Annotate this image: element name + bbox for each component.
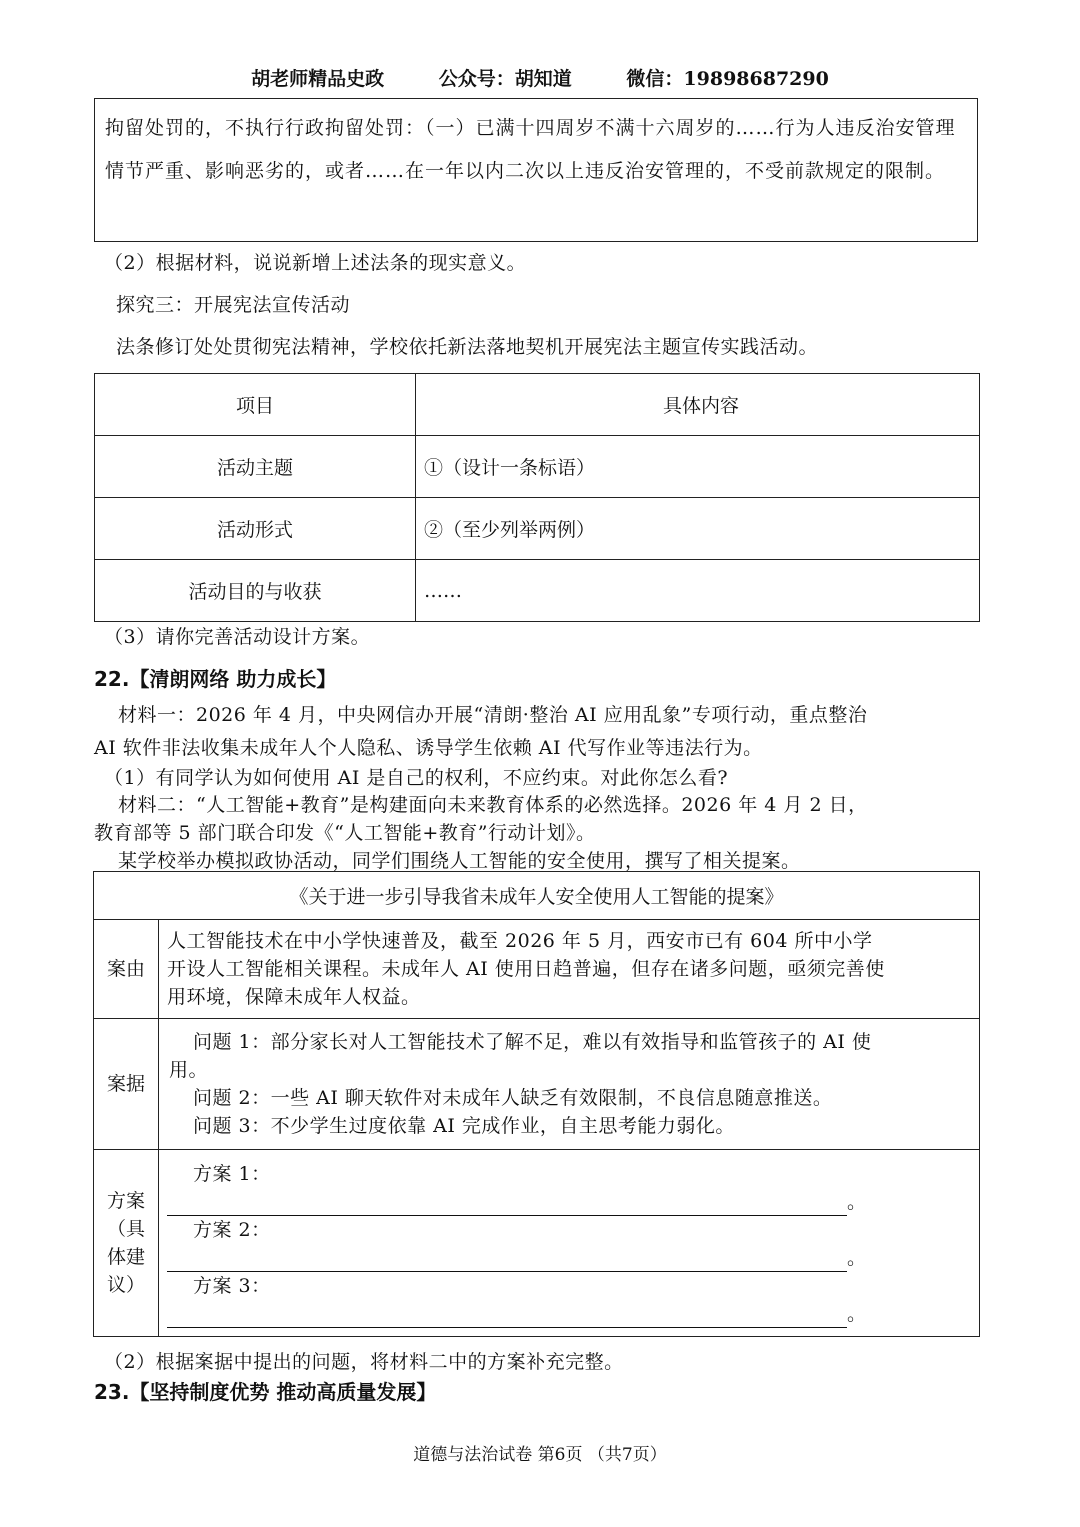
explore-3-title: 探究三：开展宪法宣传活动: [116, 294, 351, 316]
law-excerpt-box: 拘留处罚的，不执行行政拘留处罚：（一）已满十四周岁不满十六周岁的……行为人违反治安管理情节严重、影响恶劣的，或者……在一年以内二次以上违反治安管理的，不受前款规定的限制。: [94, 98, 978, 242]
plan-content: [159, 1150, 980, 1337]
answer-end-mark: 。: [847, 1247, 867, 1269]
plan-label-2: 方案 2：: [193, 1219, 271, 1241]
table-cell: 活动主题: [95, 436, 416, 498]
plan-label-line: （具: [106, 1218, 145, 1240]
plan-label-1: 方案 1：: [193, 1163, 271, 1185]
plan-label-line: 方案: [106, 1190, 145, 1212]
header-wechat: 微信：19898687290: [626, 68, 829, 90]
table-cell: ①（设计一条标语）: [416, 436, 980, 498]
question-2: （2）根据材料，说说新增上述法条的现实意义。: [104, 252, 527, 274]
table-row: [94, 872, 980, 920]
activity-table: [94, 373, 980, 622]
table-cell: 活动形式: [95, 498, 416, 560]
proposal-table: [93, 871, 980, 1337]
section-22-title: 22.【清朗网络 助力成长】: [94, 667, 337, 691]
material-1-line-1: 材料一：2026 年 4 月，中央网信办开展“清朗·整治 AI 应用乱象”专项行动，重点整治: [118, 704, 868, 726]
answer-underline: [167, 1197, 847, 1216]
reason-line: 开设人工智能相关课程。未成年人 AI 使用日趋普遍，但存在诸多问题，亟须完善使: [167, 958, 885, 980]
reason-line: 用环境，保障未成年人权益。: [167, 986, 421, 1008]
table-row: [95, 374, 980, 436]
material-2-line-3: 某学校举办模拟政协活动，同学们围绕人工智能的安全使用，撰写了相关提案。: [118, 850, 801, 872]
table-row: [94, 1150, 980, 1337]
section-23-title: 23.【坚持制度优势 推动高质量发展】: [94, 1380, 437, 1404]
table-header-content: 具体内容: [416, 374, 980, 436]
plan-label-line: 议）: [106, 1274, 145, 1296]
basis-line: 问题 2：一些 AI 聊天软件对未成年人缺乏有效限制，不良信息随意推送。: [193, 1087, 833, 1109]
basis-content: [159, 1019, 980, 1150]
question-3: （3）请你完善活动设计方案。: [104, 626, 371, 648]
reason-content: [159, 920, 980, 1019]
table-cell: ②（至少列举两例）: [416, 498, 980, 560]
table-cell: ……: [416, 560, 980, 622]
reason-label: 案由: [94, 920, 159, 1019]
material-2-line-1: 材料二：“人工智能+教育”是构建面向未来教育体系的必然选择。2026 年 4 月 2 日，: [118, 794, 868, 816]
plan-label-3: 方案 3：: [193, 1275, 271, 1297]
reason-line: 人工智能技术在中小学快速普及，截至 2026 年 5 月，西安市已有 604 所中小学: [167, 930, 873, 952]
explore-3-intro: 法条修订处处贯彻宪法精神，学校依托新法落地契机开展宪法主题宣传实践活动。: [116, 336, 819, 358]
basis-line: 用。: [169, 1059, 209, 1081]
page-header: [0, 64, 1080, 91]
table-row: [94, 1019, 980, 1150]
header-brand: 胡老师精品史政: [251, 68, 385, 90]
answer-underline: [167, 1253, 847, 1272]
question-22-1: （1）有同学认为如何使用 AI 是自己的权利，不应约束。对此你怎么看?: [104, 767, 729, 789]
material-1-line-2: AI 软件非法收集未成年人个人隐私、诱导学生依赖 AI 代写作业等违法行为。: [94, 737, 763, 759]
answer-underline: [167, 1309, 847, 1328]
plan-3-answer-line[interactable]: [167, 1300, 971, 1328]
table-row: [95, 436, 980, 498]
plan-label: [94, 1150, 159, 1337]
plan-2-answer-line[interactable]: [167, 1244, 971, 1272]
plan-label-line: 体建: [106, 1246, 145, 1268]
basis-line: 问题 3：不少学生过度依靠 AI 完成作业，自主思考能力弱化。: [193, 1115, 735, 1137]
header-account: 公众号：胡知道: [438, 68, 572, 90]
table-row: [95, 498, 980, 560]
basis-line: 问题 1：部分家长对人工智能技术了解不足，难以有效指导和监管孩子的 AI 使: [193, 1031, 872, 1053]
material-2-line-2: 教育部等 5 部门联合印发《“人工智能+教育”行动计划》。: [94, 822, 596, 844]
table-row: [94, 920, 980, 1019]
answer-end-mark: 。: [847, 1191, 867, 1213]
proposal-title: 《关于进一步引导我省未成年人安全使用人工智能的提案》: [94, 872, 980, 920]
question-22-2: （2）根据案据中提出的问题，将材料二中的方案补充完整。: [104, 1351, 624, 1373]
table-header-item: 项目: [95, 374, 416, 436]
answer-end-mark: 。: [847, 1303, 867, 1325]
page-footer: 道德与法治试卷 第6页 （共7页）: [413, 1445, 667, 1465]
table-row: [95, 560, 980, 622]
plan-1-answer-line[interactable]: [167, 1188, 971, 1216]
basis-label: 案据: [94, 1019, 159, 1150]
table-cell: 活动目的与收获: [95, 560, 416, 622]
